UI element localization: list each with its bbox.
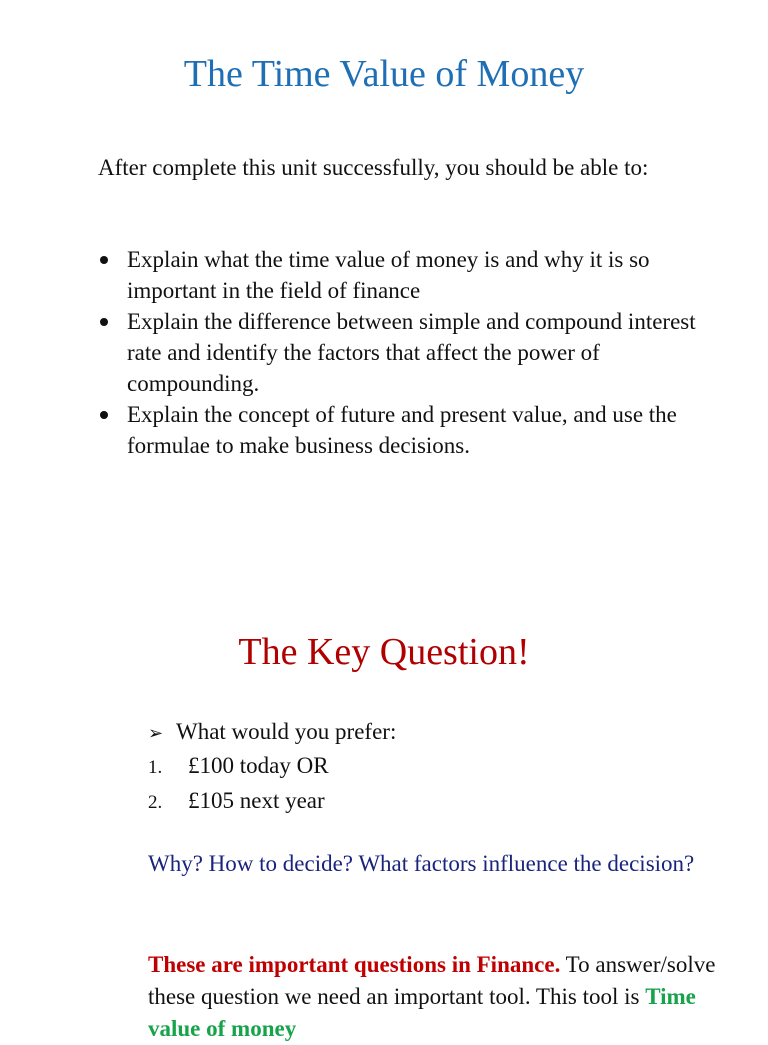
options-list: [148, 749, 329, 819]
list-item: [148, 749, 329, 784]
objectives-list: [98, 244, 698, 461]
finance-highlight: Time value of money: [148, 984, 696, 1041]
section-title: The Key Question!: [238, 631, 530, 673]
objective-text: Explain the difference between simple and compound interest rate and identify the factors that affect the power of compounding.: [127, 309, 696, 396]
option-number: 1.: [148, 757, 163, 778]
page-title: The Time Value of Money: [183, 53, 585, 95]
option-text: £105 next year: [188, 788, 325, 813]
prompt-text: What would you prefer:: [176, 719, 397, 744]
bullet-icon: [100, 411, 108, 419]
finance-emphasis: These are important questions in Finance.: [148, 952, 561, 977]
list-item: [98, 399, 698, 461]
question-prompt: [148, 716, 396, 749]
list-item: [148, 784, 329, 819]
bullet-icon: [100, 318, 108, 326]
arrow-bullet-icon: ➢: [148, 723, 164, 743]
intro-paragraph: After complete this unit successfully, you should be able to:: [98, 155, 649, 180]
option-number: 2.: [148, 792, 163, 813]
bullet-icon: [100, 256, 108, 264]
why-paragraph: Why? How to decide? What factors influence the decision?: [148, 851, 695, 876]
objective-text: Explain what the time value of money is and why it is so important in the field of finance: [127, 247, 650, 303]
objective-text: Explain the concept of future and present value, and use the formulae to make business decisions.: [127, 402, 677, 458]
list-item: [98, 306, 698, 399]
finance-text: To answer/solve these question we need an important tool. This tool is: [148, 952, 716, 1009]
finance-paragraph: [148, 949, 728, 1045]
option-text: £100 today OR: [188, 753, 329, 778]
list-item: [98, 244, 698, 306]
